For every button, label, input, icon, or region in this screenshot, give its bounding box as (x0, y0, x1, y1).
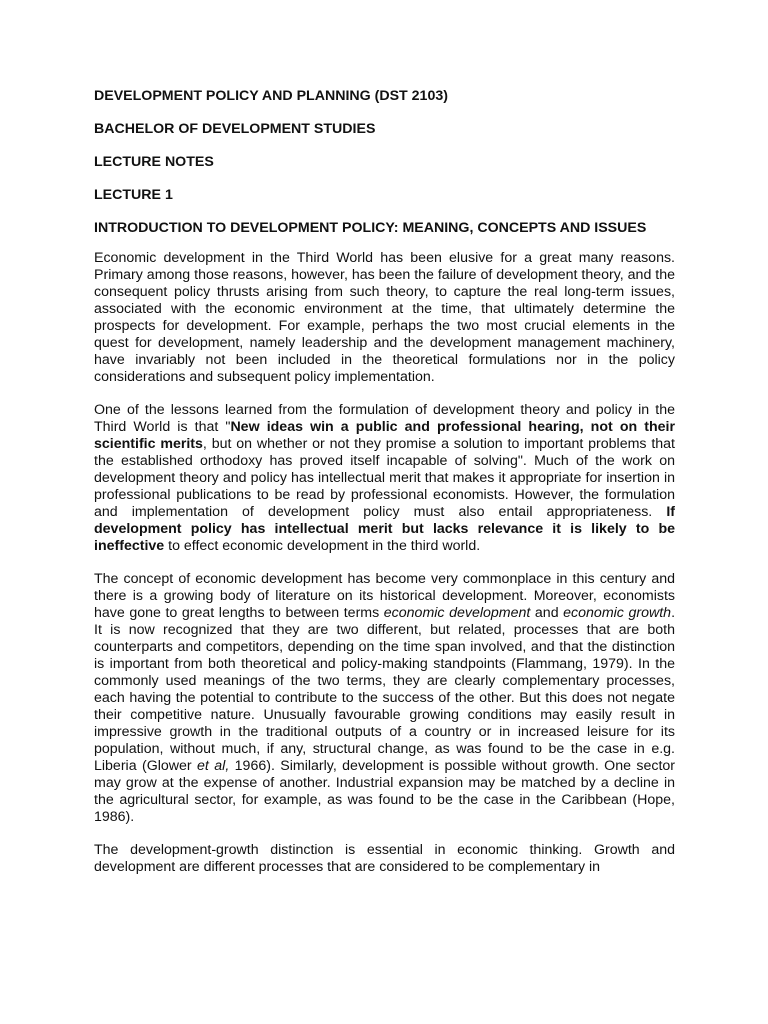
paragraph-3-italic-c: et al, (197, 758, 230, 774)
paragraph-2-text-a: One of the lessons learned from the formulation of development theory and policy in the Third World is that " (94, 402, 675, 435)
paragraph-3 (94, 571, 675, 826)
paragraph-3-text-a: The concept of economic development has become very commonplace in this century and there is a growing body of literature on its historical development. Moreover, economists have gone to great lengths to between terms (94, 571, 675, 621)
paragraph-1 (94, 250, 675, 386)
paragraph-3-italic-b: economic growth (563, 605, 672, 621)
paragraph-2 (94, 402, 675, 555)
programme-title: BACHELOR OF DEVELOPMENT STUDIES (94, 121, 376, 137)
lecture-topic: INTRODUCTION TO DEVELOPMENT POLICY: MEANING, CONCEPTS AND ISSUES (94, 220, 647, 236)
paragraph-4-text: The development-growth distinction is essential in economic thinking. Growth and development are different processes that are considered to be complementary in (94, 842, 675, 875)
lecture-number: LECTURE 1 (94, 187, 173, 203)
paragraph-3-text-c: . It is now recognized that they are two different, but related, processes that are both counterparts and competitors, depending on the time span involved, and that the distinction is important from both theoretical and policy-making standpoints (Flammang, 1979). In the commonly used meanings of the two terms, they are clearly complementary processes, each having the potential to contribute to the success of the other. But this does not negate their competitive nature. Unusually favourable growing conditions may easily result in impressive growth in the traditional outputs of a country or in increased leisure for its population, without much, if any, structural change, as was found to be the case in e.g. Liberia (Glower (94, 605, 676, 774)
paragraph-2-bold-a: New ideas win a public and professional hearing, not on their scientific merits (94, 419, 675, 452)
paragraph-2-text-b: , but on whether or not they promise a solution to important problems that the established orthodoxy has proved itself incapable of solving". Much of the work on development theory and policy has intellectual merit that makes it appropriate for insertion in professional publications to be read by professional economists. However, the formulation and implementation of development policy must also entail appropriateness. (94, 436, 675, 520)
paragraph-3-italic-a: economic development (383, 605, 531, 621)
paragraph-1-text: Economic development in the Third World has been elusive for a great many reasons. Primary among those reasons, however, has been the failure of development theory, and the consequent policy thrusts arising from such theory, to capture the real long-term issues, associated with the economic environment at the time, that ultimately determine the prospects for development. For example, perhaps the two most crucial elements in the quest for development, namely leadership and the development management machinery, have invariably not been included in the theoretical formulations nor in the policy considerations and subsequent policy implementation. (94, 250, 675, 385)
paragraph-2-bold-b: If development policy has intellectual merit but lacks relevance it is likely to be ineffective (94, 504, 675, 554)
lecture-notes-title: LECTURE NOTES (94, 154, 214, 170)
course-title: DEVELOPMENT POLICY AND PLANNING (DST 2103) (94, 88, 448, 104)
paragraph-3-text-d: 1966). Similarly, development is possible without growth. One sector may grow at the expense of another. Industrial expansion may be matched by a decline in the agricultural sector, for example, as was found to be the case in the Caribbean (Hope, 1986). (94, 758, 675, 825)
document-page (94, 88, 675, 892)
paragraph-2-text-c: to effect economic development in the third world. (164, 538, 481, 554)
paragraph-4 (94, 842, 675, 876)
paragraph-3-text-b: and (530, 605, 564, 621)
